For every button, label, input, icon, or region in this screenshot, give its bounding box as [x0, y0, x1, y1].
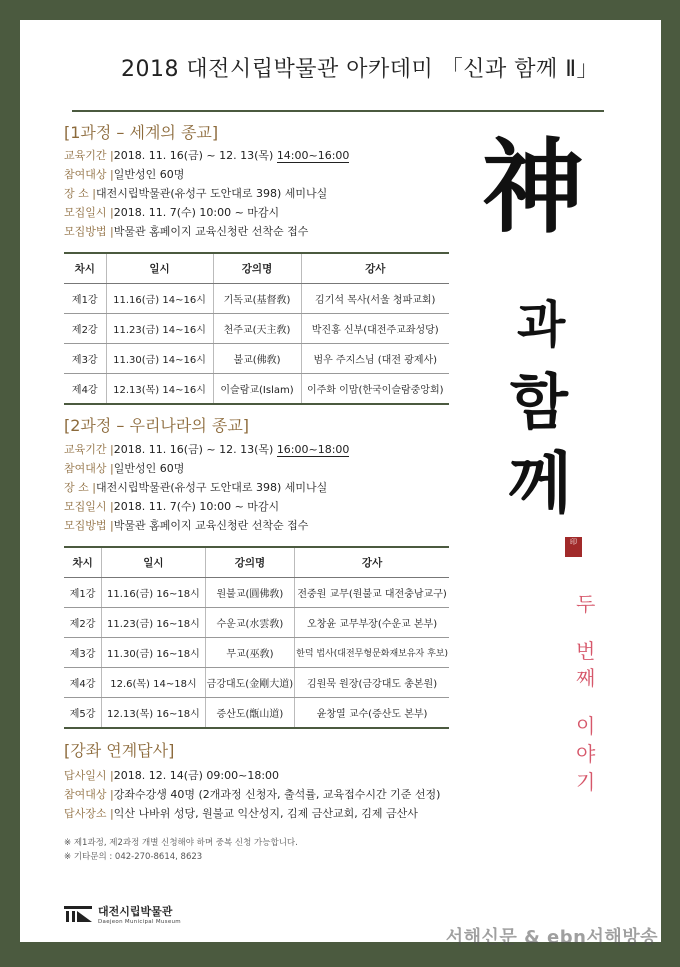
- info-value: 강좌수강생 40명 (2개과정 신청자, 출석률, 교육접수시간 기준 선정): [113, 788, 441, 801]
- info-label: 모집일시 |: [64, 500, 114, 513]
- info-row: [64, 440, 484, 459]
- notes: [64, 836, 298, 864]
- museum-logo-icon: [64, 906, 92, 922]
- info-row: [64, 203, 484, 222]
- table-header-row: [64, 253, 449, 284]
- table-row: [64, 638, 449, 668]
- col-header: 차시: [64, 253, 106, 284]
- table-cell: 11.23(금) 16~18시: [102, 608, 205, 638]
- course2-info: [64, 440, 484, 535]
- info-label: 교육기간 |: [64, 149, 114, 162]
- info-value: 익산 나바위 성당, 원불교 익산성지, 김제 금산교회, 김제 금산사: [113, 807, 418, 820]
- table-cell: 제1강: [64, 578, 102, 608]
- info-label: 장 소 |: [64, 481, 96, 494]
- table-row: [64, 608, 449, 638]
- info-label: 모집일시 |: [64, 206, 114, 219]
- info-value: 2018. 11. 16(금) ~ 12. 13(목): [113, 443, 277, 456]
- table-cell: 박진홍 신부(대전주교좌성당): [301, 314, 449, 344]
- info-row: [64, 459, 484, 478]
- table-cell: 이주화 이맘(한국이슬람중앙회): [301, 374, 449, 405]
- info-row: [64, 478, 484, 497]
- info-value: 대전시립박물관(유성구 도안대로 398) 세미나실: [95, 481, 328, 494]
- table-row: [64, 314, 449, 344]
- col-header: 강의명: [213, 253, 301, 284]
- info-row: [64, 766, 484, 785]
- note-line: ※ 기타문의 : 042-270-8614, 8623: [64, 852, 203, 862]
- poster-page: [20, 20, 661, 942]
- info-value: 2018. 11. 16(금) ~ 12. 13(목): [113, 149, 277, 162]
- info-value: 2018. 11. 7(수) 10:00 ~ 마감시: [113, 206, 280, 219]
- table-cell: 윤창열 교수(증산도 본부): [295, 698, 449, 729]
- table-cell: 기독교(基督敎): [213, 284, 301, 314]
- info-row: [64, 785, 484, 804]
- course1-schedule-table: [64, 252, 449, 405]
- table-cell: 금강대도(金剛大道): [205, 668, 294, 698]
- field-trip-info: [64, 766, 484, 823]
- info-value: 2018. 12. 14(금) 09:00~18:00: [113, 769, 280, 782]
- calligraphy-char-kke: 께: [508, 444, 572, 522]
- info-label: 장 소 |: [64, 187, 96, 200]
- course1-info: [64, 146, 484, 241]
- col-header: 강의명: [205, 547, 294, 578]
- table-cell: 무교(巫敎): [205, 638, 294, 668]
- table-row: [64, 344, 449, 374]
- col-header: 강사: [301, 253, 449, 284]
- info-time: 14:00~16:00: [276, 149, 350, 162]
- course1-heading: [1과정 – 세계의 종교]: [64, 123, 219, 142]
- table-cell: 제4강: [64, 668, 102, 698]
- museum-logo: [64, 903, 181, 925]
- info-label: 참여대상 |: [64, 168, 114, 181]
- museum-name-en: Daejeon Municipal Museum: [98, 919, 181, 925]
- table-row: [64, 668, 449, 698]
- table-cell: 수운교(水雲敎): [205, 608, 294, 638]
- info-label: 참여대상 |: [64, 788, 114, 801]
- vertical-text-char: 야: [576, 742, 596, 766]
- table-cell: 제2강: [64, 314, 106, 344]
- table-cell: 한덕 법사(대전무형문화재보유자 후보): [295, 638, 449, 668]
- vertical-text-char: 이: [576, 714, 596, 738]
- table-cell: 11.16(금) 14~16시: [106, 284, 213, 314]
- field-trip-heading: [강좌 연계답사]: [64, 741, 175, 760]
- vertical-text-char: 번: [576, 639, 596, 663]
- table-cell: 증산도(甑山道): [205, 698, 294, 729]
- table-cell: 11.30(금) 16~18시: [102, 638, 205, 668]
- table-cell: 11.16(금) 16~18시: [102, 578, 205, 608]
- col-header: 강사: [295, 547, 449, 578]
- table-cell: 제3강: [64, 344, 106, 374]
- note-line: ※ 제1과정, 제2과정 개별 신청해야 하며 중복 신청 가능합니다.: [64, 838, 298, 848]
- info-time: 16:00~18:00: [276, 443, 350, 456]
- info-row: [64, 222, 484, 241]
- table-cell: 천주교(天主敎): [213, 314, 301, 344]
- table-row: [64, 698, 449, 729]
- table-cell: 제2강: [64, 608, 102, 638]
- red-seal-stamp: 印: [565, 537, 582, 557]
- table-cell: 11.30(금) 14~16시: [106, 344, 213, 374]
- col-header: 일시: [106, 253, 213, 284]
- news-watermark: 서해신문 & ebn서해방송: [445, 927, 658, 948]
- info-value: 일반성인 60명: [113, 168, 185, 181]
- table-cell: 김원묵 원장(금강대도 총본원): [295, 668, 449, 698]
- info-label: 모집방법 |: [64, 519, 114, 532]
- course2-heading: [2과정 – 우리나라의 종교]: [64, 416, 250, 435]
- info-row: [64, 804, 484, 823]
- table-cell: 제3강: [64, 638, 102, 668]
- info-row: [64, 184, 484, 203]
- vertical-text-char: 기: [576, 770, 596, 794]
- info-label: 답사장소 |: [64, 807, 114, 820]
- course2-schedule-table: [64, 546, 449, 729]
- info-label: 모집방법 |: [64, 225, 114, 238]
- info-value: 박물관 홈페이지 교육신청란 선착순 접수: [113, 519, 309, 532]
- table-cell: 제5강: [64, 698, 102, 729]
- table-cell: 전중원 교무(원불교 대전충남교구): [295, 578, 449, 608]
- col-header: 차시: [64, 547, 102, 578]
- table-cell: 이슬람교(Islam): [213, 374, 301, 405]
- info-label: 참여대상 |: [64, 462, 114, 475]
- table-row: [64, 284, 449, 314]
- table-cell: 제4강: [64, 374, 106, 405]
- table-cell: 원불교(圓佛敎): [205, 578, 294, 608]
- info-label: 답사일시 |: [64, 769, 114, 782]
- info-value: 일반성인 60명: [113, 462, 185, 475]
- table-cell: 12.13(목) 16~18시: [102, 698, 205, 729]
- calligraphy-char-ham: 함: [510, 368, 568, 438]
- table-cell: 오창윤 교무부장(수운교 본부): [295, 608, 449, 638]
- vertical-text-char: 두: [576, 592, 596, 616]
- col-header: 일시: [102, 547, 205, 578]
- info-value: 박물관 홈페이지 교육신청란 선착순 접수: [113, 225, 309, 238]
- table-cell: 12.6(목) 14~18시: [102, 668, 205, 698]
- museum-name-ko: 대전시립박물관: [98, 905, 173, 918]
- info-value: 2018. 11. 7(수) 10:00 ~ 마감시: [113, 500, 280, 513]
- info-label: 교육기간 |: [64, 443, 114, 456]
- table-cell: 범우 주지스님 (대전 광제사): [301, 344, 449, 374]
- info-row: [64, 146, 484, 165]
- table-row: [64, 578, 449, 608]
- info-row: [64, 516, 484, 535]
- calligraphy-char-god: 神: [482, 128, 584, 248]
- table-row: [64, 374, 449, 405]
- table-cell: 11.23(금) 14~16시: [106, 314, 213, 344]
- info-value: 대전시립박물관(유성구 도안대로 398) 세미나실: [95, 187, 328, 200]
- info-row: [64, 165, 484, 184]
- info-row: [64, 497, 484, 516]
- title-divider: [72, 110, 604, 112]
- table-header-row: [64, 547, 449, 578]
- table-cell: 불교(佛敎): [213, 344, 301, 374]
- table-cell: 제1강: [64, 284, 106, 314]
- table-cell: 12.13(목) 14~16시: [106, 374, 213, 405]
- vertical-text-char: 째: [576, 666, 596, 690]
- table-cell: 김기석 목사(서울 청파교회): [301, 284, 449, 314]
- poster-title: 2018 대전시립박물관 아카데미 「신과 함께 Ⅱ」: [120, 57, 600, 82]
- calligraphy-char-gwa: 과: [517, 295, 566, 354]
